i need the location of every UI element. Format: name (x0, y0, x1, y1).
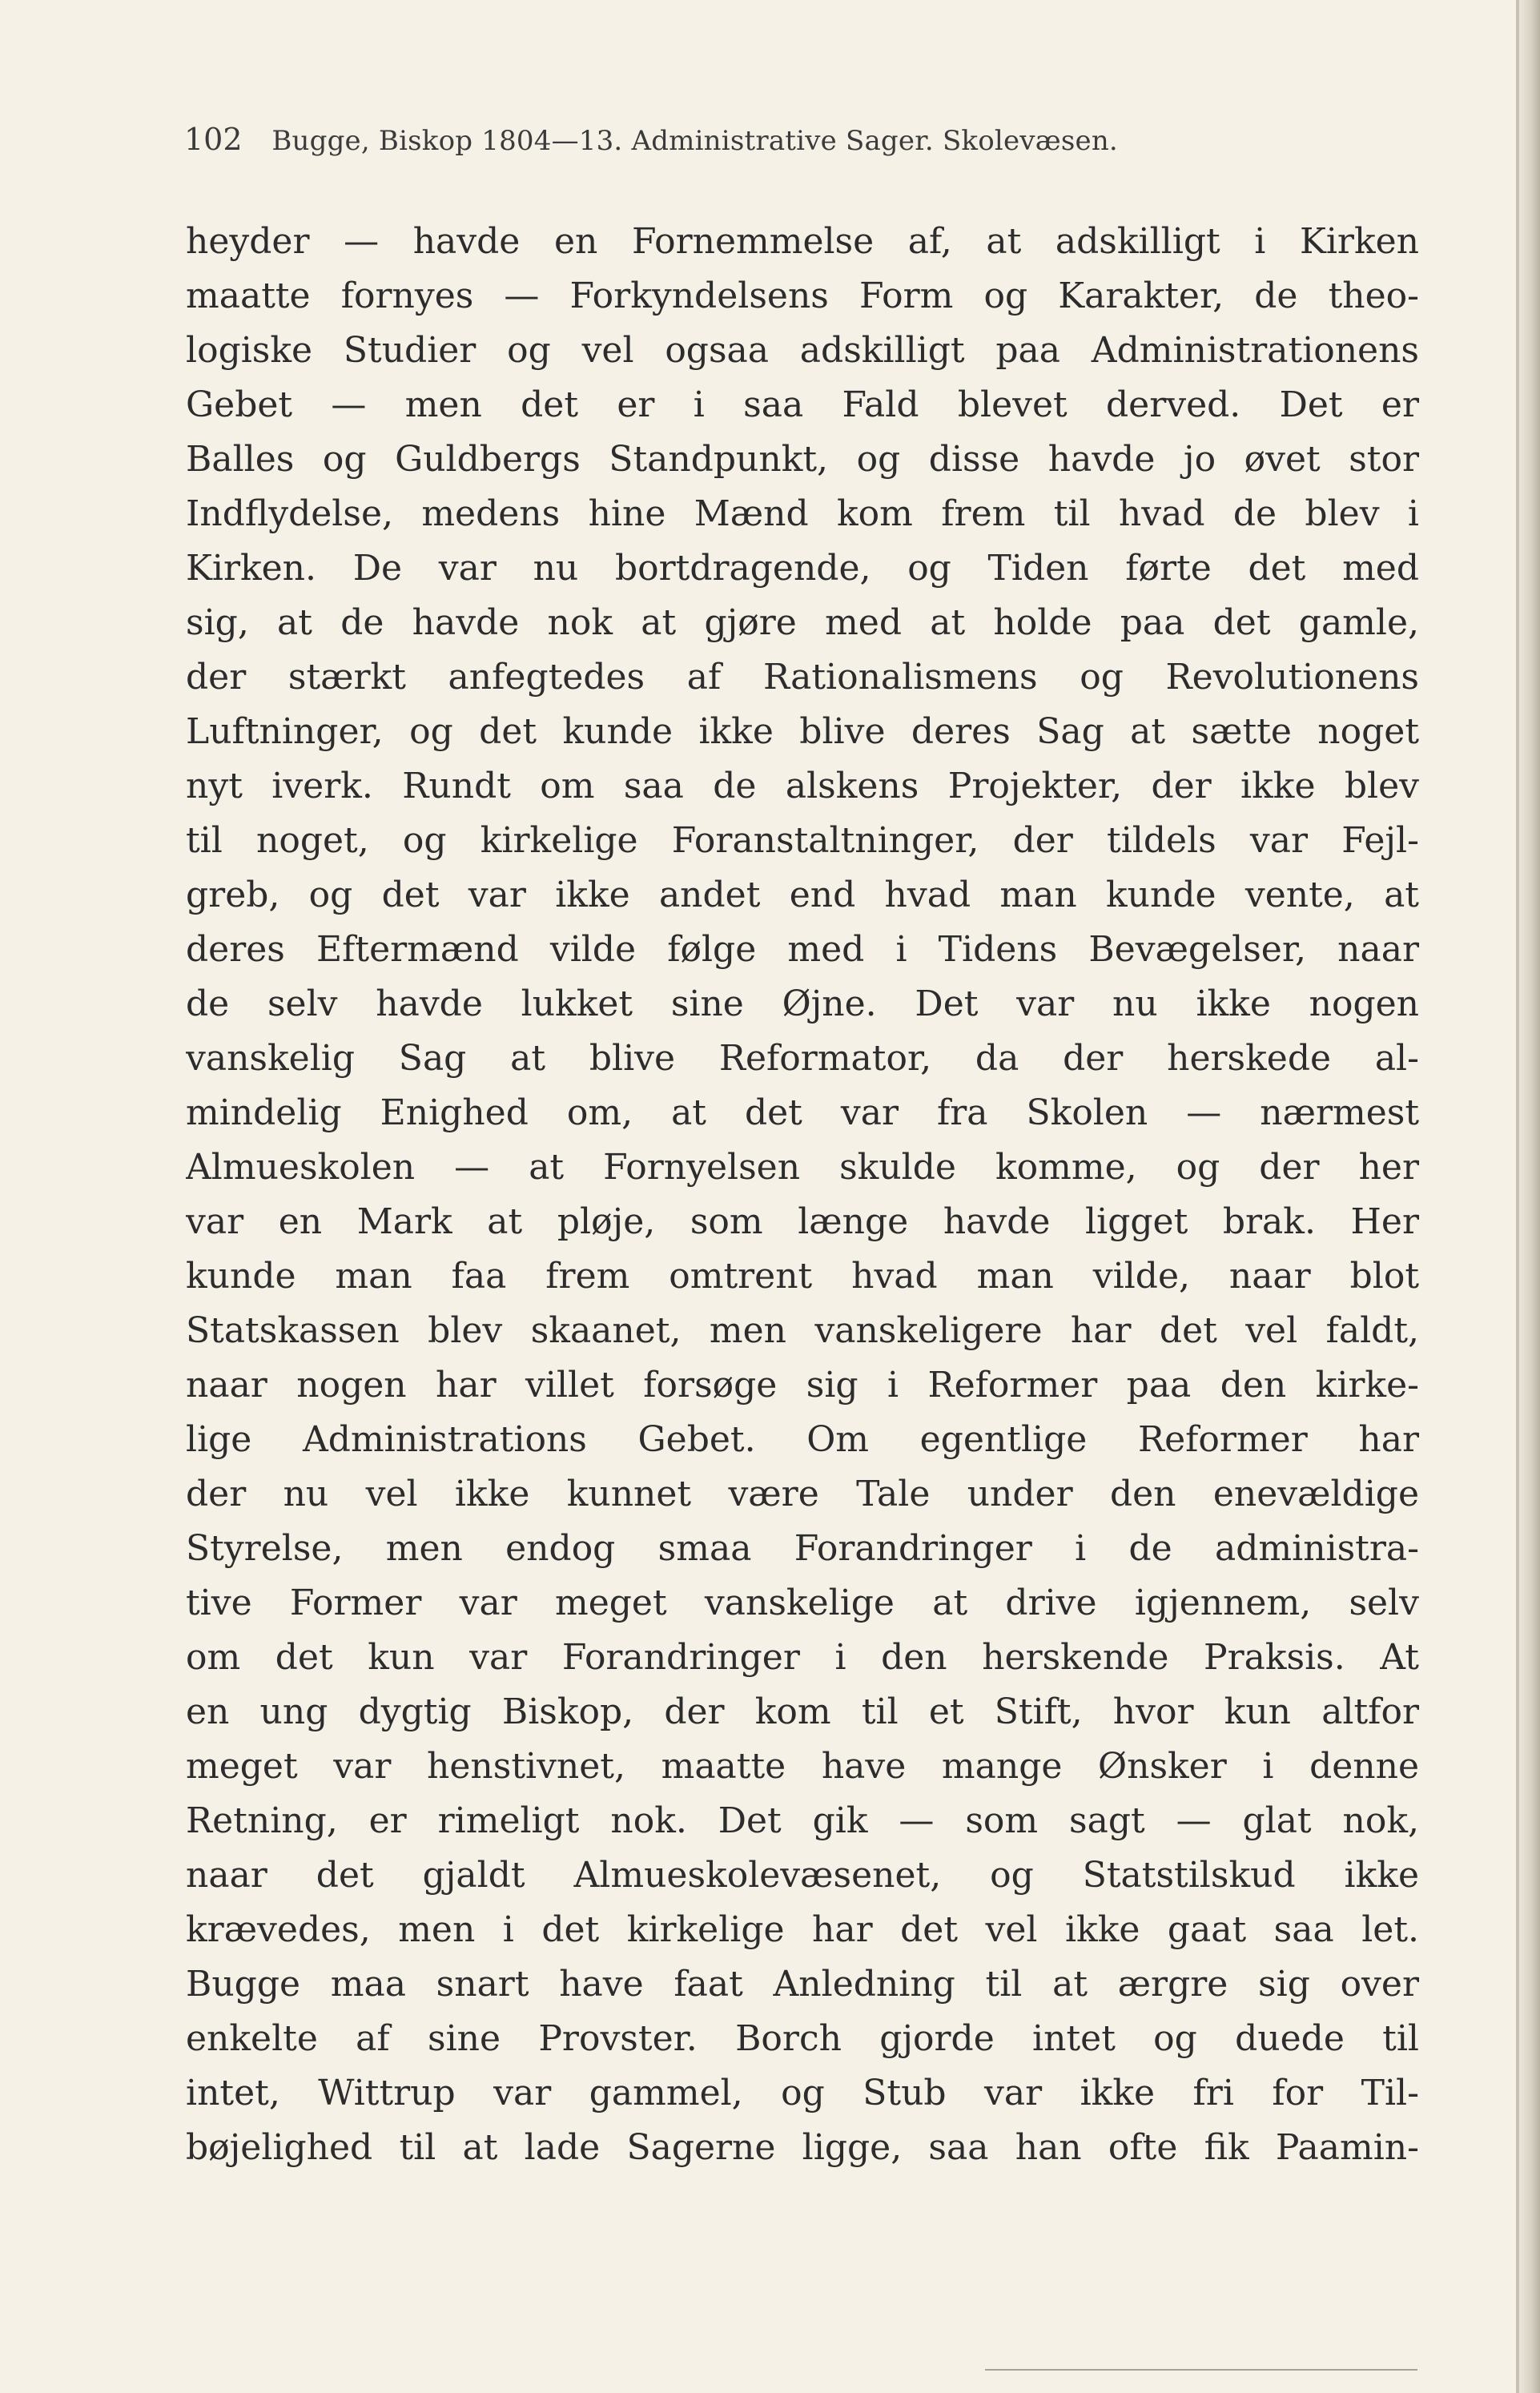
text-line: kunde man faa frem omtrent hvad man vilde, naar blot (186, 1256, 1419, 1297)
page-bottom-rule (985, 2369, 1417, 2371)
text-line: Gebet — men det er i saa Fald blevet derved. Det er (186, 384, 1419, 425)
text-line: krævedes, men i det kirkelige har det vel ikke gaat saa let. (186, 1909, 1419, 1950)
text-line: Statskassen blev skaanet, men vanskeligere har det vel faldt, (186, 1310, 1419, 1351)
text-line: en ung dygtig Biskop, der kom til et Stift, hvor kun altfor (186, 1691, 1419, 1732)
text-line: Indflydelse, medens hine Mænd kom frem til hvad de blev i (186, 493, 1419, 534)
text-line: naar nogen har villet forsøge sig i Reformer paa den kirke- (186, 1365, 1419, 1406)
text-line: Kirken. De var nu bortdragende, og Tiden førte det med (186, 548, 1419, 589)
running-head-text: Bugge, Biskop 1804—13. Administrative Sager. Skolevæsen. (271, 125, 1118, 157)
text-line: enkelte af sine Provster. Borch gjorde intet og duede til (186, 2018, 1419, 2059)
text-line: logiske Studier og vel ogsaa adskilligt paa Administrationens (186, 330, 1419, 371)
text-line: naar det gjaldt Almueskolevæsenet, og Statstilskud ikke (186, 1855, 1419, 1896)
text-line: deres Eftermænd vilde følge med i Tidens Bevægelser, naar (186, 929, 1419, 970)
text-line: greb, og det var ikke andet end hvad man kunde vente, at (186, 875, 1419, 915)
text-line: Luftninger, og det kunde ikke blive deres Sag at sætte noget (186, 711, 1419, 752)
text-line: Balles og Guldbergs Standpunkt, og disse havde jo øvet stor (186, 439, 1419, 480)
text-line: heyder — havde en Fornemmelse af, at adskilligt i Kirken (186, 221, 1419, 262)
text-line: mindelig Enighed om, at det var fra Skolen — nærmest (186, 1092, 1419, 1133)
text-line: sig, at de havde nok at gjøre med at holde paa det gamle, (186, 602, 1419, 643)
text-line: der nu vel ikke kunnet være Tale under den enevældige (186, 1474, 1419, 1514)
text-line: vanskelig Sag at blive Reformator, da der herskede al- (186, 1038, 1419, 1079)
running-head (184, 122, 1321, 170)
text-line: om det kun var Forandringer i den herskende Praksis. At (186, 1637, 1419, 1678)
text-line: Bugge maa snart have faat Anledning til at ærgre sig over (186, 1964, 1419, 2005)
text-line: bøjelighed til at lade Sagerne ligge, saa han ofte fik Paamin- (186, 2127, 1419, 2168)
text-line: Almueskolen — at Fornyelsen skulde komme, og der her (186, 1147, 1419, 1188)
text-line: maatte fornyes — Forkyndelsens Form og Karakter, de theo- (186, 275, 1419, 316)
text-line: Retning, er rimeligt nok. Det gik — som sagt — glat nok, (186, 1800, 1419, 1841)
text-line: intet, Wittrup var gammel, og Stub var ikke fri for Til- (186, 2073, 1419, 2113)
text-line: tive Former var meget vanskelige at drive igjennem, selv (186, 1583, 1419, 1623)
text-line: de selv havde lukket sine Øjne. Det var nu ikke nogen (186, 983, 1419, 1024)
text-line: var en Mark at pløje, som længe havde ligget brak. Her (186, 1201, 1419, 1242)
text-line: Styrelse, men endog smaa Forandringer i de administra- (186, 1528, 1419, 1569)
text-line: der stærkt anfegtedes af Rationalismens og Revolutionens (186, 657, 1419, 698)
text-line: meget var henstivnet, maatte have mange Ønsker i denne (186, 1746, 1419, 1787)
text-line: lige Administrations Gebet. Om egentlige Reformer har (186, 1419, 1419, 1460)
page-edge (1519, 0, 1540, 2393)
text-line: nyt iverk. Rundt om saa de alskens Projekter, der ikke blev (186, 766, 1419, 806)
text-line: til noget, og kirkelige Foranstaltninger, der tildels var Fejl- (186, 820, 1419, 861)
page-number: 102 (184, 122, 243, 157)
body-text (186, 215, 1419, 2175)
